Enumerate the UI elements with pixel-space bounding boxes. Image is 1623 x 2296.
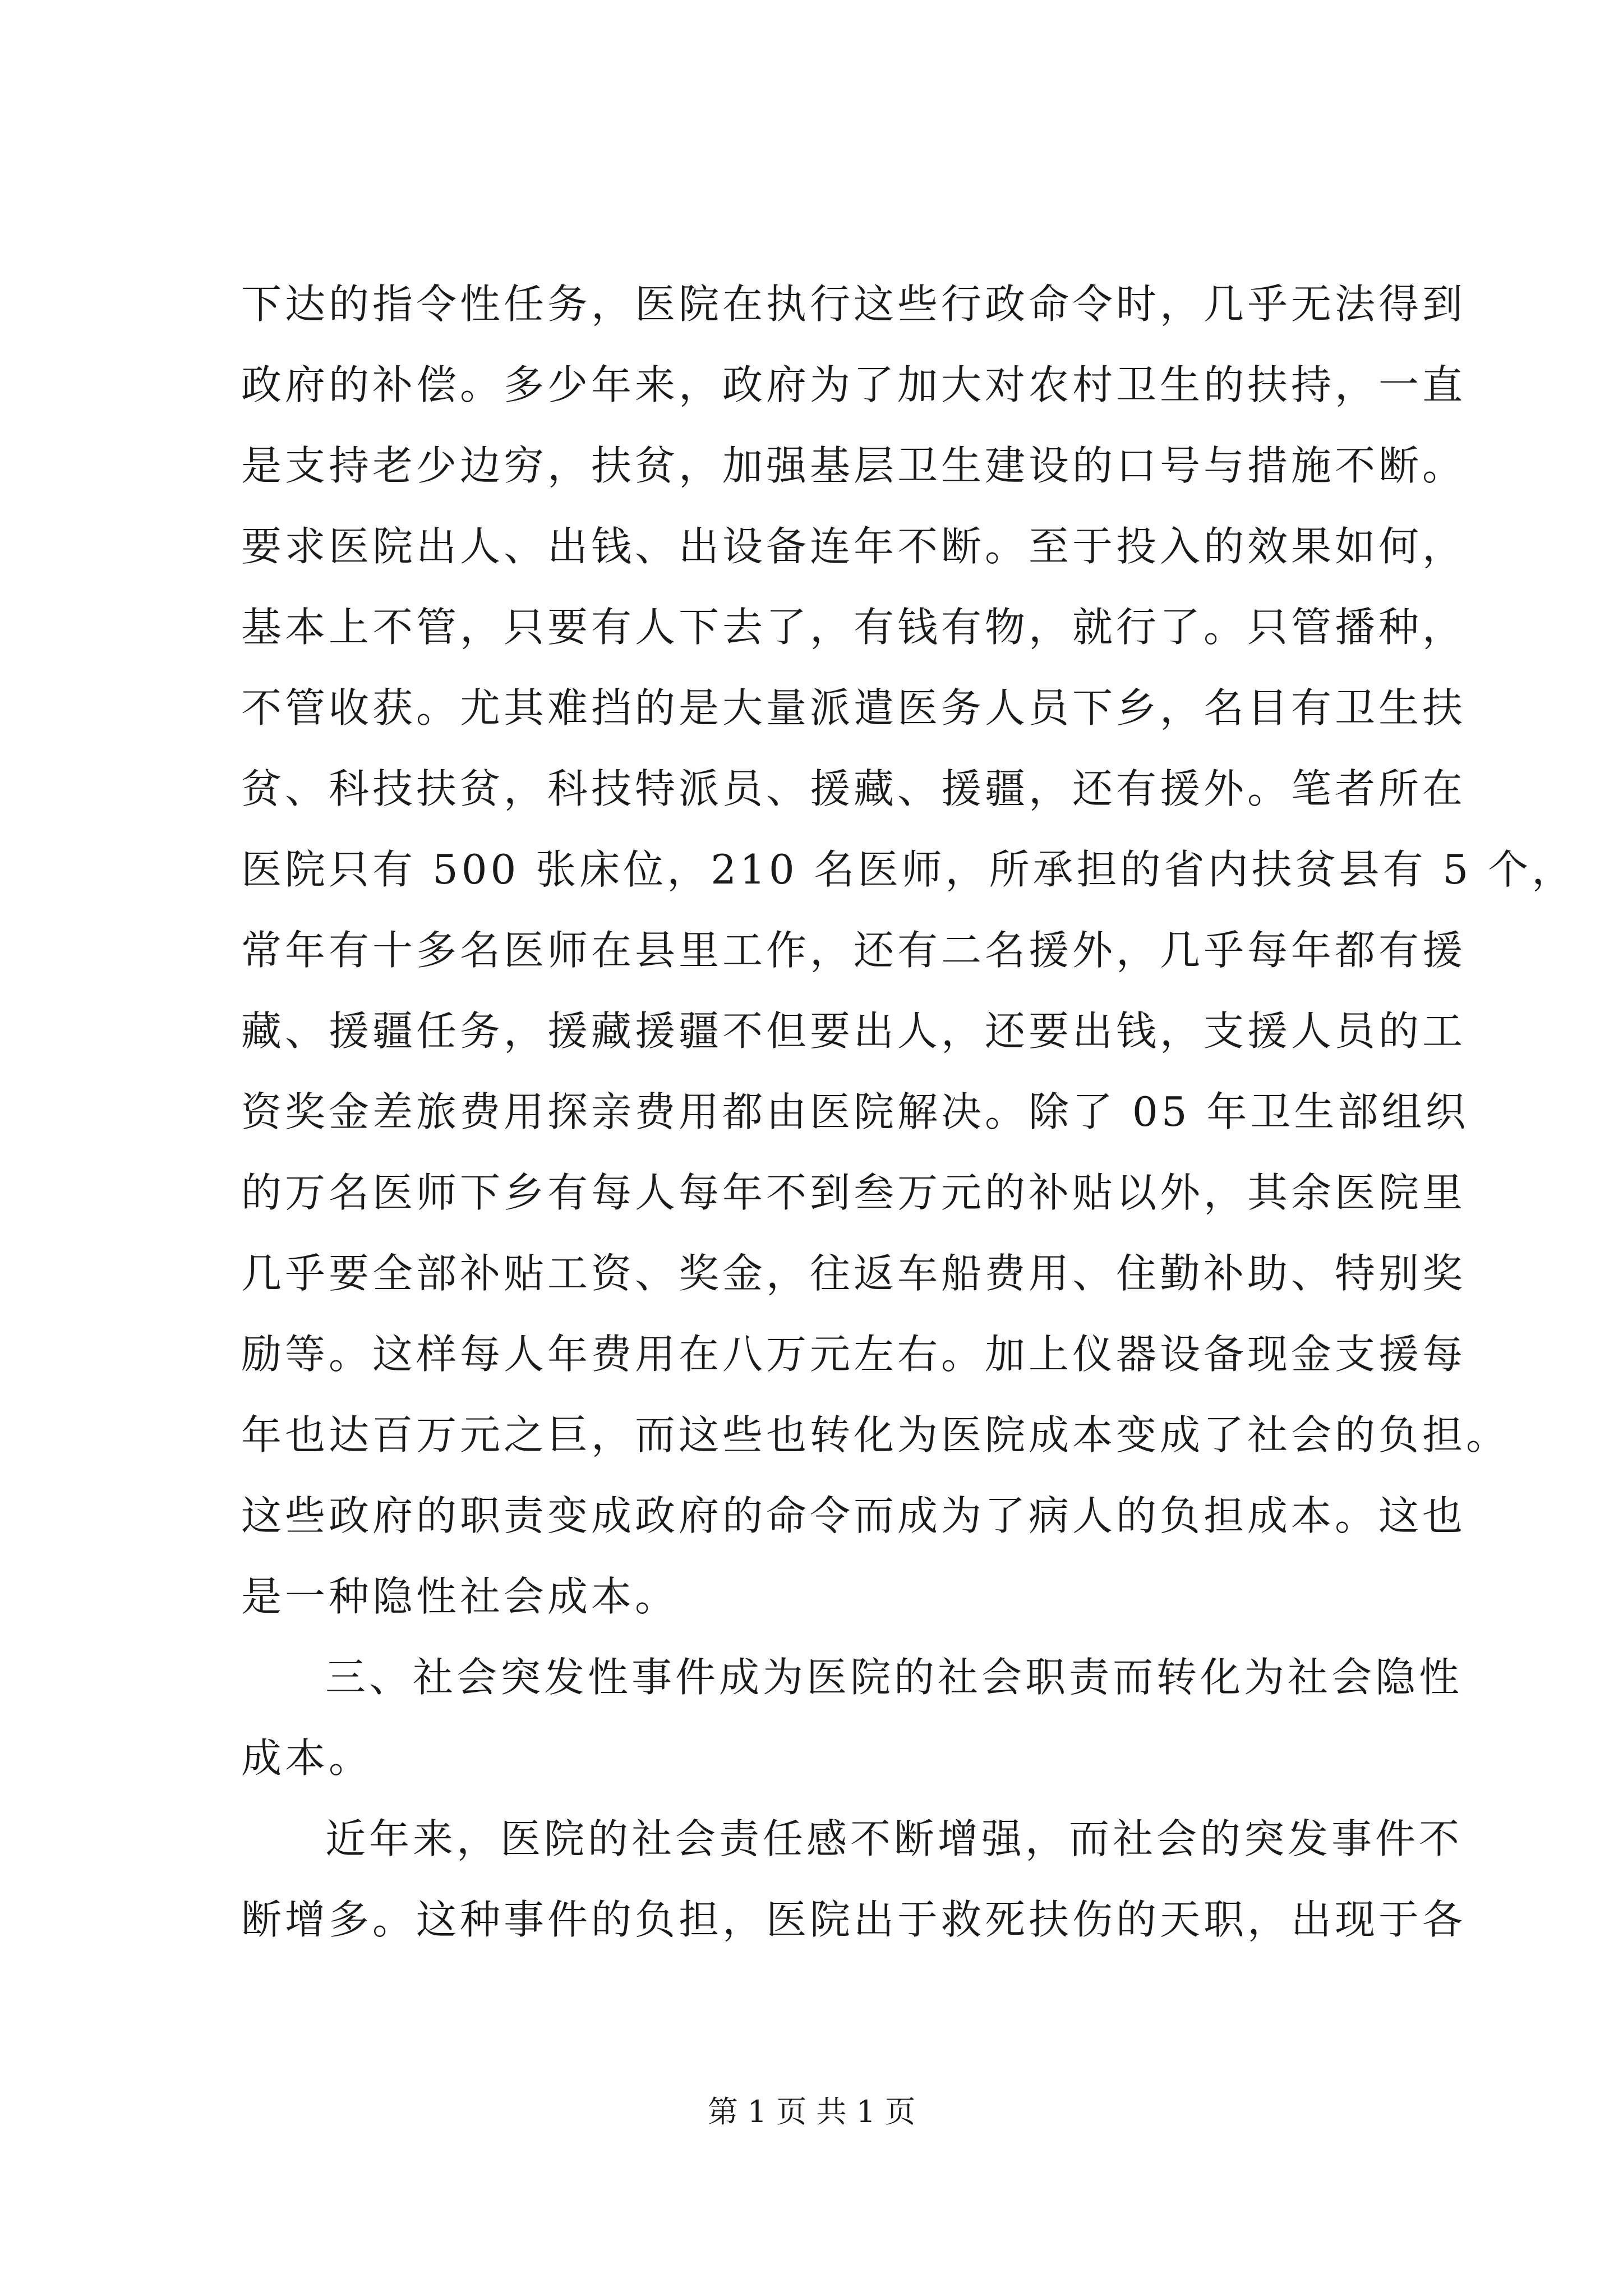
text-line: 成本。 <box>241 1734 373 1782</box>
text-line: 断增多。这种事件的负担，医院出于救死扶伤的天职，出现于各 <box>241 1896 1467 1943</box>
text-line: 医院只有 500 张床位，210 名医师，所承担的省内扶贫县有 5 个， <box>241 846 1576 893</box>
text-line: 三、社会突发性事件成为医院的社会职责而转化为社会隐性 <box>325 1654 1463 1701</box>
document-body <box>241 264 1576 1960</box>
text-line: 政府的补偿。多少年来，政府为了加大对农村卫生的扶持，一直 <box>241 361 1467 408</box>
text-line: 贫、科技扶贫，科技特派员、援藏、援疆，还有援外。笔者所在 <box>241 765 1467 812</box>
text-line: 近年来，医院的社会责任感不断增强，而社会的突发事件不 <box>325 1815 1463 1862</box>
text-line: 是一种隐性社会成本。 <box>241 1573 679 1620</box>
text-line: 几乎要全部补贴工资、奖金，往返车船费用、住勤补助、特别奖 <box>241 1250 1467 1297</box>
text-line: 不管收获。尤其难挡的是大量派遣医务人员下乡，名目有卫生扶 <box>241 684 1467 731</box>
text-line: 励等。这样每人年费用在八万元左右。加上仪器设备现金支援每 <box>241 1331 1467 1378</box>
text-line: 年也达百万元之巨，而这些也转化为医院成本变成了社会的负担。 <box>241 1411 1510 1458</box>
text-line: 常年有十多名医师在县里工作，还有二名援外，几乎每年都有援 <box>241 927 1467 974</box>
text-line: 要求医院出人、出钱、出设备连年不断。至于投入的效果如何， <box>241 523 1467 570</box>
text-line: 的万名医师下乡有每人每年不到叁万元的补贴以外，其余医院里 <box>241 1169 1467 1216</box>
page-footer: 第 1 页 共 1 页 <box>707 2094 916 2129</box>
text-line: 基本上不管，只要有人下去了，有钱有物，就行了。只管播种， <box>241 604 1467 651</box>
text-line: 这些政府的职责变成政府的命令而成为了病人的负担成本。这也 <box>241 1492 1467 1539</box>
text-line: 是支持老少边穷，扶贫，加强基层卫生建设的口号与措施不断。 <box>241 442 1467 489</box>
text-line: 资奖金差旅费用探亲费用都由医院解决。除了 05 年卫生部组织 <box>241 1088 1469 1135</box>
text-line: 下达的指令性任务，医院在执行这些行政命令时，几乎无法得到 <box>241 280 1467 328</box>
text-line: 藏、援疆任务，援藏援疆不但要出人，还要出钱，支援人员的工 <box>241 1007 1467 1055</box>
